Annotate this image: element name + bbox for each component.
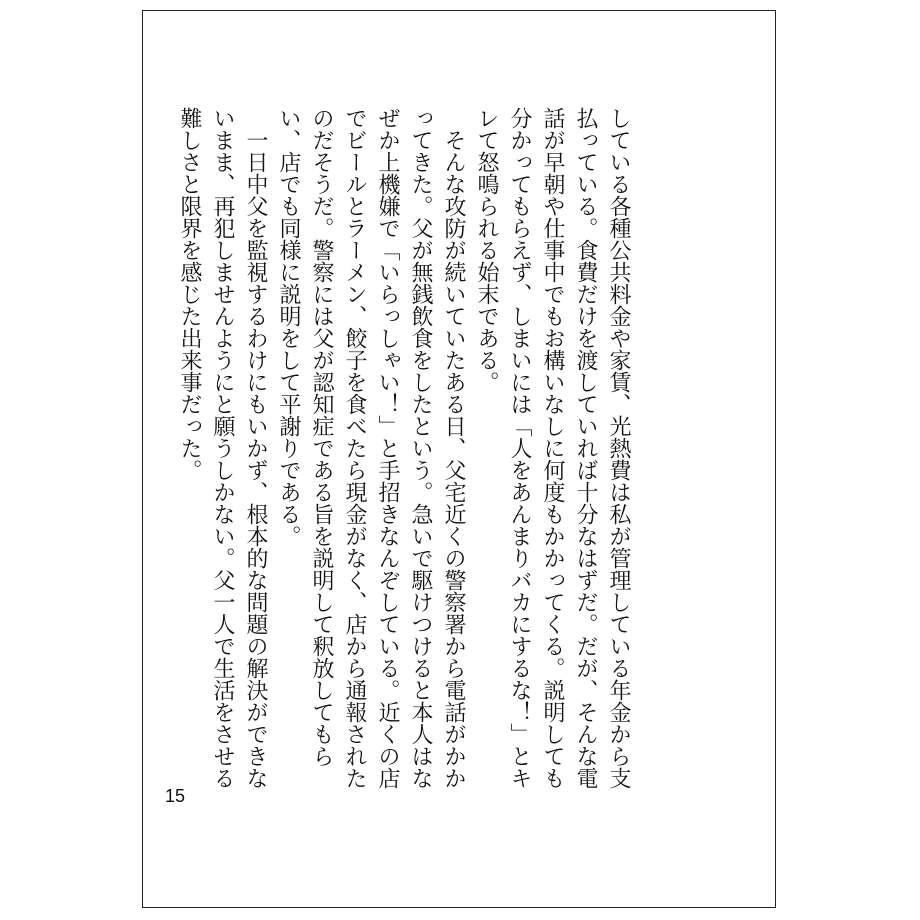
paragraph-2: そんな攻防が続いていたある日、父宅近くの警察署から電話がかかってきた。父が無銭飲食をしたという。急いで駆けつけると本人はなぜか上機嫌で「いらっしゃい！」と手招きなんぞしている。近くの店でビールとラーメン、餃子を食べたら現金がなく、店から通報されたのだそうだ。警察には父が認知症である旨を説明して釈放してもらい、店でも同様に説明をして平謝りである。 <box>276 107 466 789</box>
body-text <box>173 107 635 807</box>
paragraph-1: している各種公共料金や家賃、光熱費は私が管理している年金から支払っている。食費だけを渡していれば十分なはずだ。だが、そんな電話が早朝や仕事中でもお構いなしに何度もかかってくる。説明しても分かってもらえず、しまいには「人をあんまりバカにするな！」とキレて怒鳴られる始末である。 <box>474 107 631 789</box>
page-frame <box>142 10 776 908</box>
paragraph-3: 一日中父を監視するわけにもいかず、根本的な問題の解決ができないまま、再犯しませんようにと願うしかない。父一人で生活をさせる難しさと限界を感じた出来事だった。 <box>177 107 268 789</box>
page-number: 15 <box>165 786 186 806</box>
